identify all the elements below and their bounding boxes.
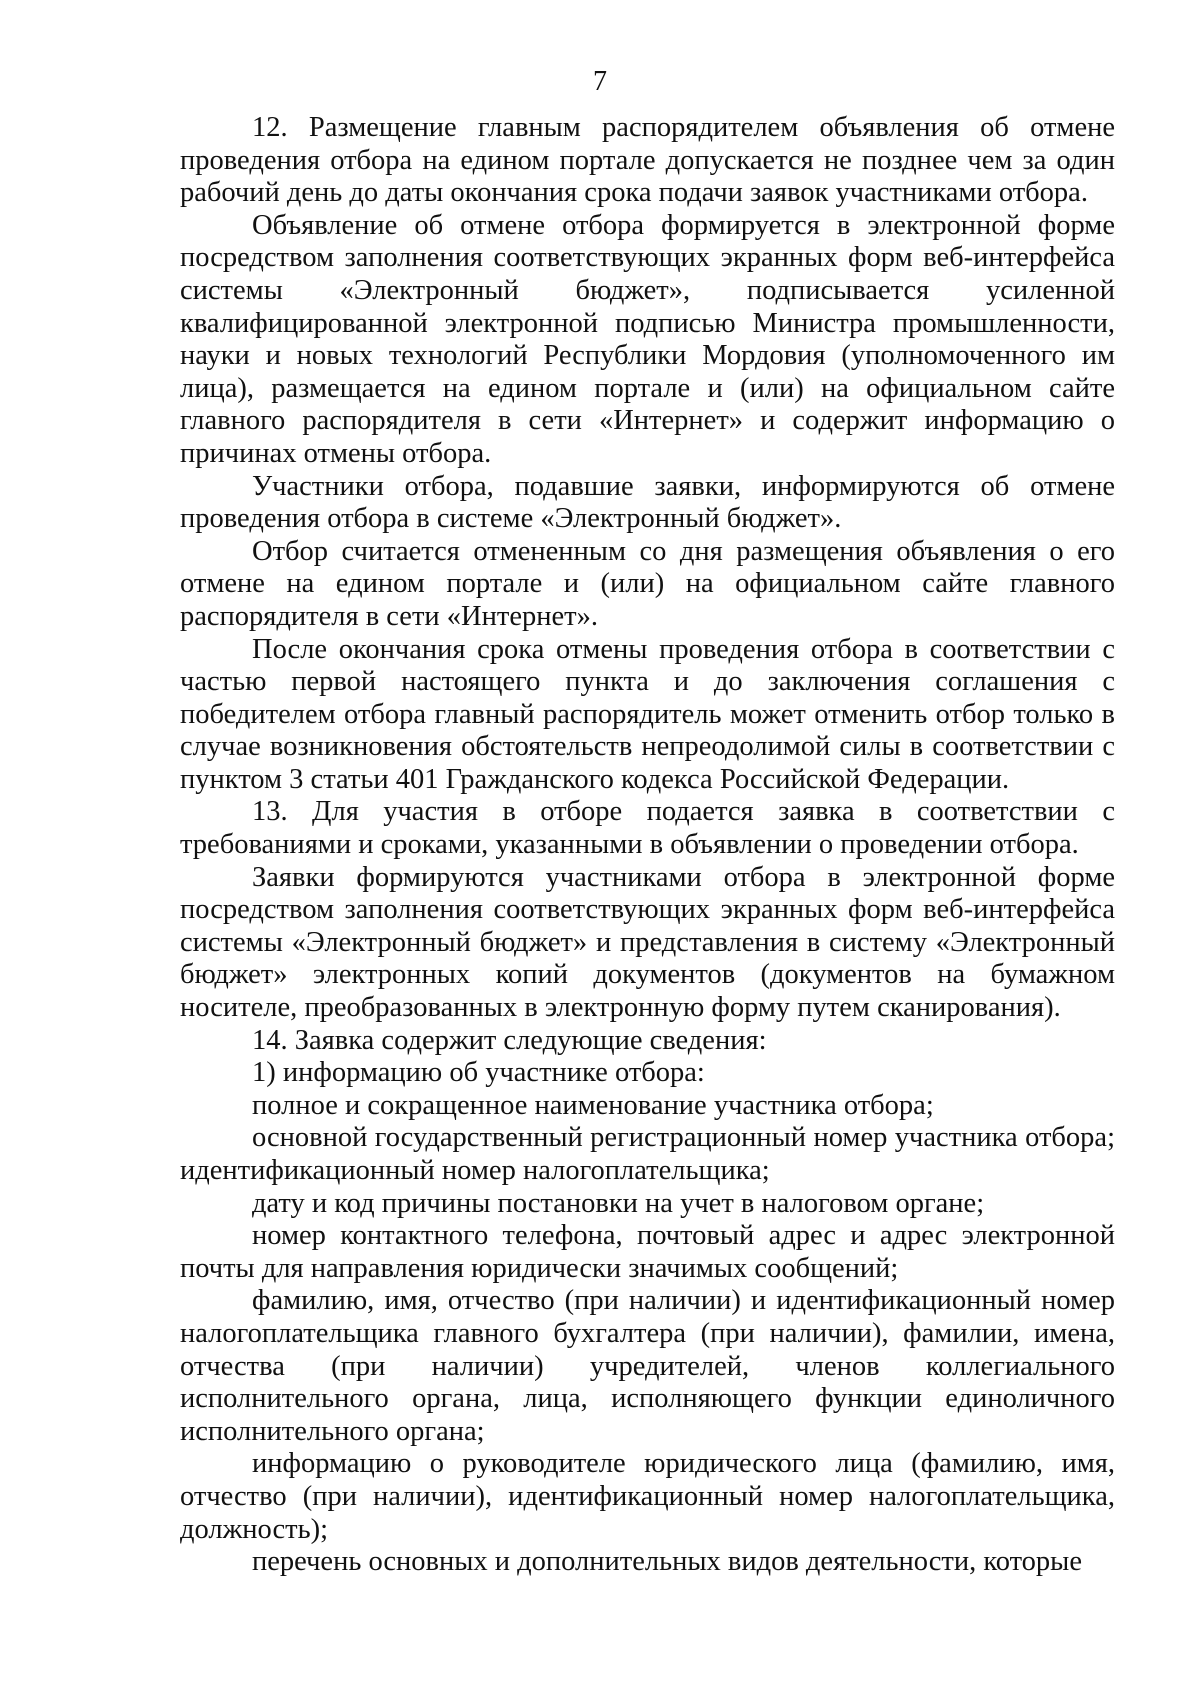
list-item-participant-info: 1) информацию об участнике отбора: bbox=[252, 1057, 705, 1089]
list-item-head-info: информацию о руководителе юридического лица (фамилию, имя, отчество (при наличии), идентификационный номер налогоплательщика, должность); bbox=[180, 1448, 1115, 1545]
paragraph-14-application-contents: 14. Заявка содержит следующие сведения: bbox=[252, 1024, 767, 1056]
paragraph-12-cancellation-notice: 12. Размещение главным распорядителем объявления об отмене проведения отбора на едином портале допускается не позднее чем за один рабочий день до даты окончания срока подачи заявок участниками отбора. bbox=[180, 112, 1115, 209]
paragraph-cancellation-form: Объявление об отмене отбора формируется в электронной форме посредством заполнения соответствующих экранных форм веб-интерфейса системы «Электронный бюджет», подписывается усиленной квалифицированной электронной подписью Министра промышленности, науки и новых технологий Республики Мордовия (уполномоченного им лица), размещается на едином портале и (или) на официальном сайте главного распорядителя в сети «Интернет» и содержит информацию о причинах отмены отбора. bbox=[180, 209, 1115, 469]
list-item-full-name: полное и сокращенное наименование участника отбора; bbox=[252, 1089, 934, 1121]
list-item-chief-accountant: фамилию, имя, отчество (при наличии) и идентификационный номер налогоплательщика главного бухгалтера (при наличии), фамилии, имена, отчества (при наличии) учредителей, членов коллегиального исполнительного органа, лица, исполняющего функции единоличного исполнительного органа; bbox=[180, 1285, 1115, 1447]
list-item-activities: перечень основных и дополнительных видов деятельности, которые bbox=[252, 1546, 1082, 1578]
paragraph-13-application: 13. Для участия в отборе подается заявка в соответствии с требованиями и сроками, указанными в объявлении о проведении отбора. bbox=[180, 796, 1115, 861]
list-item-tax-registration: дату и код причины постановки на учет в налоговом органе; bbox=[252, 1187, 985, 1219]
document-body bbox=[180, 112, 1115, 1579]
paragraph-participants-informed: Участники отбора, подавшие заявки, информируются об отмене проведения отбора в системе «Электронный бюджет». bbox=[180, 470, 1115, 535]
list-item-contacts: номер контактного телефона, почтовый адрес и адрес электронной почты для направления юридически значимых сообщений; bbox=[180, 1220, 1115, 1284]
paragraph-selection-cancelled: Отбор считается отмененным со дня размещения объявления о его отмене на едином портале и (или) на официальном сайте главного распорядителя в сети «Интернет». bbox=[180, 535, 1115, 632]
list-item-registration-number: основной государственный регистрационный номер участника отбора; идентификационный номер налогоплательщика; bbox=[180, 1122, 1115, 1186]
paragraph-force-majeure: После окончания срока отмены проведения отбора в соответствии с частью первой настоящего пункта и до заключения соглашения с победителем отбора главный распорядитель может отменить отбор только в случае возникновения обстоятельств непреодолимой силы в соответствии с пунктом 3 статьи 401 Гражданского кодекса Российской Федерации. bbox=[180, 633, 1115, 795]
page-number: 7 bbox=[593, 66, 607, 97]
paragraph-applications-formed: Заявки формируются участниками отбора в электронной форме посредством заполнения соответствующих экранных форм веб-интерфейса системы «Электронный бюджет» и представления в систему «Электронный бюджет» электронных копий документов (документов на бумажном носителе, преобразованных в электронную форму путем сканирования). bbox=[180, 861, 1115, 1024]
